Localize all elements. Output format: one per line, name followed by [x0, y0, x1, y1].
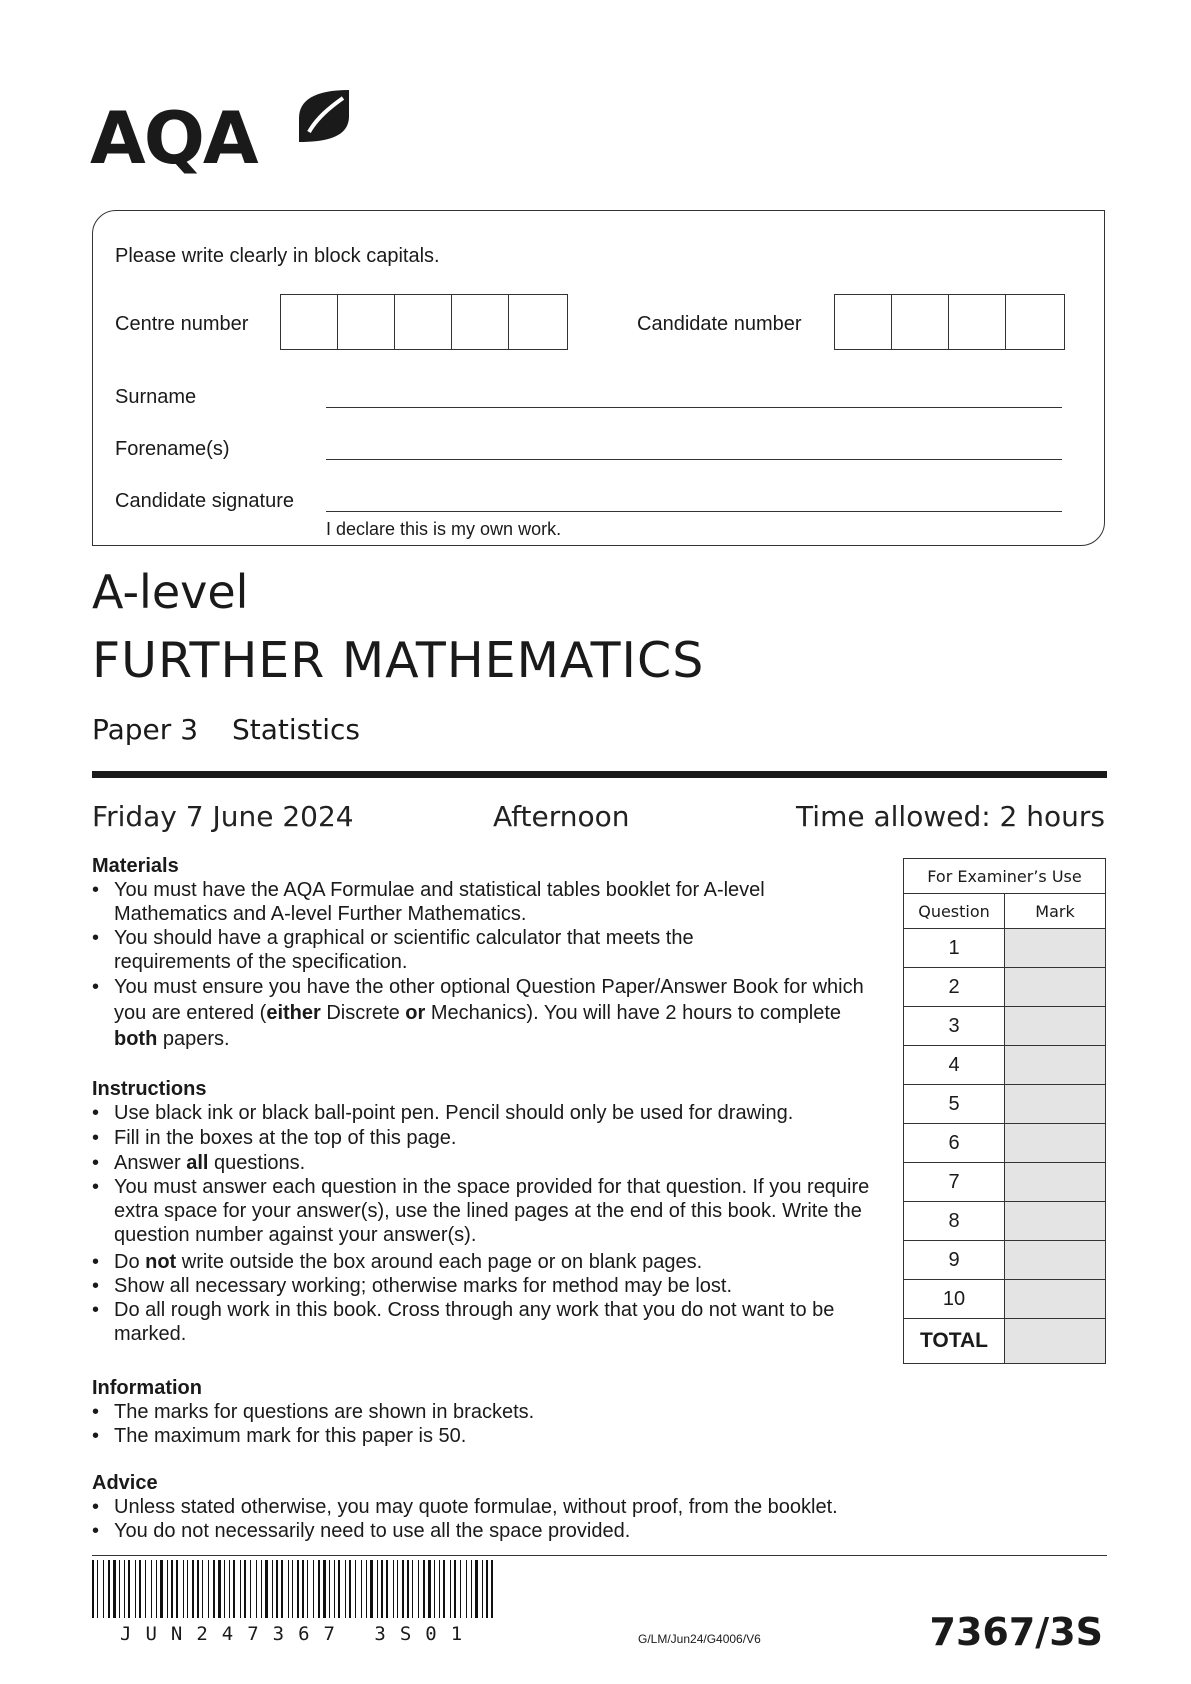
barcode-bar: [229, 1560, 230, 1618]
barcode-bar: [366, 1560, 367, 1618]
barcode-bar: [261, 1560, 262, 1618]
question-number-cell: 9: [904, 1241, 1005, 1280]
centre-digit-box[interactable]: [338, 295, 395, 349]
candidate-digit-box[interactable]: [1006, 295, 1063, 349]
information-heading: Information: [92, 1377, 202, 1399]
examiner-use-table: [903, 858, 1106, 1364]
barcode-bar: [192, 1560, 194, 1618]
instruction-1: Use black ink or black ball-point pen. Pencil should only be used for drawing.: [114, 1102, 794, 1124]
information-2: The maximum mark for this paper is 50.: [114, 1425, 467, 1447]
candidate-digit-box[interactable]: [892, 295, 949, 349]
barcode-bar: [338, 1560, 340, 1618]
barcode: [92, 1560, 502, 1622]
materials-item-3c: Discrete: [320, 1002, 406, 1024]
barcode-bar: [412, 1560, 413, 1618]
barcode-bar: [454, 1560, 456, 1618]
list-item: • The marks for questions are shown in brackets.: [92, 1401, 535, 1423]
barcode-bar: [471, 1560, 472, 1618]
barcode-bar: [272, 1560, 273, 1618]
centre-digit-box[interactable]: [452, 295, 509, 349]
mark-cell: [1005, 1202, 1106, 1241]
list-item: • Do not write outside the box around each page or on blank pages.: [92, 1251, 703, 1273]
forename-label: Forename(s): [115, 438, 230, 460]
materials-item-3f: both: [114, 1028, 158, 1050]
barcode-bar: [434, 1560, 435, 1618]
table-row: [904, 968, 1106, 1007]
centre-digit-box[interactable]: [395, 295, 452, 349]
barcode-bar: [302, 1560, 304, 1618]
barcode-bar: [423, 1560, 425, 1618]
barcode-bar: [323, 1560, 326, 1618]
leaf-icon: [295, 88, 353, 144]
barcode-bar: [307, 1560, 308, 1618]
list-item: • You should have a graphical or scientific calculator that meets the requirements of the specification.: [92, 927, 694, 973]
barcode-bar: [256, 1560, 257, 1618]
question-number-cell: 3: [904, 1007, 1005, 1046]
barcode-bar: [334, 1560, 335, 1618]
barcode-bar: [428, 1560, 431, 1618]
barcode-bar: [208, 1560, 209, 1618]
barcode-bar: [313, 1560, 314, 1618]
barcode-bar: [318, 1560, 320, 1618]
candidate-number-label: Candidate number: [637, 313, 802, 335]
barcode-bar: [292, 1560, 293, 1618]
mark-cell: [1005, 1163, 1106, 1202]
question-number-cell: 1: [904, 929, 1005, 968]
table-row: [904, 1241, 1106, 1280]
centre-number-label: Centre number: [115, 313, 249, 335]
barcode-bar: [139, 1560, 141, 1618]
instruction-7: Do all rough work in this book. Cross through any work that you do not want to be marked.: [114, 1299, 835, 1345]
signature-field[interactable]: [326, 511, 1062, 512]
barcode-bar: [393, 1560, 394, 1618]
barcode-bar: [361, 1560, 362, 1618]
aqa-logo: [90, 88, 360, 188]
paper-code: 7367/3S: [929, 1610, 1103, 1654]
instructions-heading: Instructions: [92, 1078, 207, 1100]
table-row: [904, 1280, 1106, 1319]
barcode-bar: [202, 1560, 203, 1618]
barcode-bar: [145, 1560, 146, 1618]
materials-item-2: You should have a graphical or scientific calculator that meets the requirements of the specification.: [114, 927, 694, 973]
barcode-bar: [265, 1560, 268, 1618]
barcode-bar: [160, 1560, 163, 1618]
list-item: • You must answer each question in the space provided for that question. If you require extra space for your answer(s), use the lined pages at the end of this book. Write the question number against your answer(s).: [92, 1176, 870, 1246]
materials-item-3d: or: [405, 1002, 426, 1024]
barcode-bar: [377, 1560, 378, 1618]
barcode-bar: [276, 1560, 278, 1618]
information-1: The marks for questions are shown in brackets.: [114, 1401, 535, 1423]
paper-number: Paper 3: [92, 713, 199, 746]
barcode-bar: [345, 1560, 346, 1618]
barcode-bar: [402, 1560, 404, 1618]
candidate-digit-box[interactable]: [835, 295, 892, 349]
surname-label: Surname: [115, 386, 197, 408]
barcode-bar: [171, 1560, 173, 1618]
question-number-cell: 2: [904, 968, 1005, 1007]
surname-field[interactable]: [326, 407, 1062, 408]
list-item: • Unless stated otherwise, you may quote formulae, without proof, from the booklet.: [92, 1496, 838, 1518]
barcode-bar: [439, 1560, 440, 1618]
barcode-bar: [450, 1560, 451, 1618]
question-number-cell: 4: [904, 1046, 1005, 1085]
barcode-bar: [167, 1560, 168, 1618]
instruction-3c: questions.: [208, 1152, 306, 1174]
table-row: [904, 1124, 1106, 1163]
barcode-bar: [355, 1560, 356, 1618]
mark-cell: [1005, 1280, 1106, 1319]
mark-cell: [1005, 1046, 1106, 1085]
barcode-bar: [281, 1560, 283, 1618]
question-number-cell: 6: [904, 1124, 1005, 1163]
barcode-bar: [128, 1560, 130, 1618]
exam-date: Friday 7 June 2024: [92, 800, 354, 833]
barcode-text: JUN247367 3S01: [120, 1623, 477, 1645]
materials-item-3a: You must ensure you have the other optional Question Paper/Answer Book for which you are entered (: [114, 976, 864, 1024]
barcode-bar: [297, 1560, 299, 1618]
centre-number-field[interactable]: [280, 294, 568, 350]
exam-session: Afternoon: [493, 800, 630, 833]
paper-title: Statistics: [232, 713, 360, 746]
materials-item-1: You must have the AQA Formulae and statistical tables booklet for A-level Mathematics and A-level Further Mathematics.: [114, 879, 765, 925]
question-number-cell: 8: [904, 1202, 1005, 1241]
candidate-number-field[interactable]: [834, 294, 1065, 350]
table-row: [904, 1007, 1106, 1046]
materials-item-3e: Mechanics). You will have 2 hours to complete: [425, 1002, 842, 1024]
reference-code: G/LM/Jun24/G4006/V6: [638, 1632, 761, 1646]
barcode-bar: [460, 1560, 461, 1618]
materials-heading: Materials: [92, 855, 179, 877]
mark-cell: [1005, 1007, 1106, 1046]
barcode-bar: [397, 1560, 398, 1618]
instruction-5a: Do: [114, 1251, 146, 1273]
barcode-bar: [475, 1560, 478, 1618]
table-row: [904, 1085, 1106, 1124]
title-divider: [92, 771, 1107, 778]
list-item: • You must have the AQA Formulae and statistical tables booklet for A-level Mathematics and A-level Further Mathematics.: [92, 879, 765, 925]
materials-item-3g: papers.: [157, 1028, 230, 1050]
barcode-bar: [370, 1560, 373, 1618]
instruction-5c: write outside the box around each page or on blank pages.: [176, 1251, 703, 1273]
barcode-bar: [491, 1560, 493, 1618]
question-column-header: Question: [904, 894, 1005, 929]
barcode-bar: [151, 1560, 152, 1618]
advice-heading: Advice: [92, 1472, 158, 1494]
total-mark-cell: [1005, 1319, 1106, 1364]
barcode-bar: [218, 1560, 221, 1618]
barcode-bar: [381, 1560, 383, 1618]
barcode-bar: [113, 1560, 116, 1618]
footer-divider: [92, 1555, 1107, 1556]
mark-cell: [1005, 1124, 1106, 1163]
declaration-text: I declare this is my own work.: [326, 519, 562, 539]
barcode-bar: [244, 1560, 246, 1618]
logo-text: AQA: [90, 96, 257, 180]
mark-cell: [1005, 968, 1106, 1007]
list-item: • The maximum mark for this paper is 50.: [92, 1425, 467, 1447]
barcode-bar: [466, 1560, 467, 1618]
barcode-bar: [329, 1560, 330, 1618]
instruction-3a: Answer: [114, 1152, 187, 1174]
list-item: • Use black ink or black ball-point pen. Pencil should only be used for drawing.: [92, 1102, 794, 1124]
list-item: • You must ensure you have the other optional Question Paper/Answer Book for which you are entered (either Discrete or Mechanics). You will have 2 hours to complete both papers.: [92, 976, 864, 1050]
mark-cell: [1005, 1241, 1106, 1280]
mark-column-header: Mark: [1005, 894, 1106, 929]
table-row: [904, 929, 1106, 968]
table-row: [904, 1163, 1106, 1202]
forename-field[interactable]: [326, 459, 1062, 460]
time-allowed: Time allowed: 2 hours: [796, 800, 1105, 833]
advice-2: You do not necessarily need to use all the space provided.: [114, 1520, 631, 1542]
materials-item-3b: either: [266, 1002, 321, 1024]
barcode-bar: [224, 1560, 225, 1618]
barcode-bar: [386, 1560, 388, 1618]
instruction-4: You must answer each question in the space provided for that question. If you require extra space for your answer(s), use the lined pages at the end of this book. Write the question number against your answer(s).: [114, 1176, 870, 1246]
barcode-bar: [349, 1560, 351, 1618]
block-capitals-instruction: Please write clearly in block capitals.: [115, 245, 440, 267]
table-row: [904, 1202, 1106, 1241]
list-item: • Do all rough work in this book. Cross through any work that you do not want to be marked.: [92, 1299, 835, 1345]
barcode-bar: [418, 1560, 419, 1618]
mark-cell: [1005, 1085, 1106, 1124]
table-row: [904, 1046, 1106, 1085]
list-item: • You do not necessarily need to use all the space provided.: [92, 1520, 631, 1542]
centre-digit-box[interactable]: [281, 295, 338, 349]
barcode-bar: [108, 1560, 110, 1618]
barcode-bar: [92, 1560, 94, 1618]
total-label: TOTAL: [904, 1319, 1005, 1364]
barcode-bar: [288, 1560, 289, 1618]
barcode-bar: [482, 1560, 483, 1618]
barcode-bar: [183, 1560, 184, 1618]
instruction-5b: not: [145, 1251, 177, 1273]
barcode-bar: [119, 1560, 120, 1618]
barcode-bar: [250, 1560, 251, 1618]
instruction-3b: all: [186, 1152, 209, 1174]
barcode-bar: [443, 1560, 445, 1618]
barcode-bar: [135, 1560, 136, 1618]
barcode-bar: [187, 1560, 188, 1618]
list-item: • Fill in the boxes at the top of this page.: [92, 1127, 457, 1149]
barcode-bar: [197, 1560, 199, 1618]
advice-1: Unless stated otherwise, you may quote formulae, without proof, from the booklet.: [114, 1496, 838, 1518]
signature-label: Candidate signature: [115, 490, 295, 512]
barcode-bar: [97, 1560, 98, 1618]
barcode-bar: [124, 1560, 125, 1618]
examiner-table-title: For Examiner’s Use: [904, 859, 1106, 894]
list-item: • Answer all questions.: [92, 1152, 306, 1174]
barcode-bar: [240, 1560, 241, 1618]
barcode-bar: [407, 1560, 409, 1618]
barcode-bar: [213, 1560, 215, 1618]
barcode-bar: [233, 1560, 235, 1618]
centre-digit-box[interactable]: [509, 295, 566, 349]
instruction-6: Show all necessary working; otherwise marks for method may be lost.: [114, 1275, 733, 1297]
question-number-cell: 5: [904, 1085, 1005, 1124]
candidate-digit-box[interactable]: [949, 295, 1006, 349]
barcode-bar: [176, 1560, 178, 1618]
question-number-cell: 7: [904, 1163, 1005, 1202]
qualification-level: A-level: [92, 565, 249, 619]
barcode-bar: [103, 1560, 104, 1618]
question-number-cell: 10: [904, 1280, 1005, 1319]
barcode-bar: [156, 1560, 157, 1618]
barcode-bar: [486, 1560, 488, 1618]
list-item: • Show all necessary working; otherwise marks for method may be lost.: [92, 1275, 733, 1297]
subject-title: FURTHER MATHEMATICS: [92, 632, 705, 689]
instruction-2: Fill in the boxes at the top of this page.: [114, 1127, 457, 1149]
mark-cell: [1005, 929, 1106, 968]
